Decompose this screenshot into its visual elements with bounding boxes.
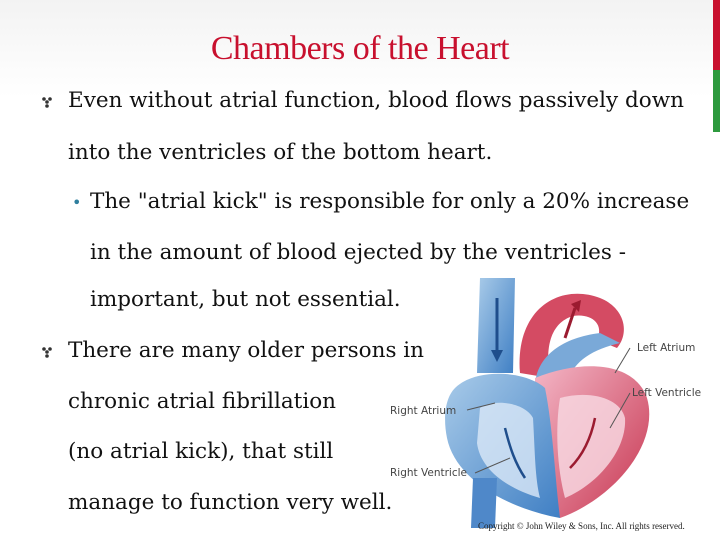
- heart-diagram: [385, 278, 715, 528]
- slide-title: Chambers of the Heart: [210, 30, 510, 67]
- diamond-dots-icon: [40, 345, 54, 359]
- sub-bullet-line-2: in the amount of blood ejected by the ventricles -: [90, 240, 626, 265]
- leader-line: [615, 348, 630, 373]
- dot-icon: •: [72, 193, 82, 212]
- copyright-notice: Copyright © John Wiley & Sons, Inc. All rights reserved.: [478, 521, 685, 531]
- bullet-1-line-2: into the ventricles of the bottom heart.: [68, 140, 493, 165]
- bullet-1-line-1: Even without atrial function, blood flows passively down: [68, 88, 684, 113]
- bullet-2-line-1: There are many older persons in: [68, 338, 425, 363]
- sub-bullet-line-3: important, but not essential.: [90, 287, 401, 312]
- label-left-atrium: Left Atrium: [637, 342, 696, 354]
- bullet-2-line-4: manage to function very well.: [68, 490, 393, 515]
- diamond-dots-icon: [40, 95, 54, 109]
- sub-bullet-line-1: The "atrial kick" is responsible for only a 20% increase: [90, 189, 690, 214]
- label-right-ventricle: Right Ventricle: [390, 467, 467, 479]
- label-left-ventricle: Left Ventricle: [632, 387, 702, 399]
- bullet-2-line-3: (no atrial kick), that still: [68, 439, 334, 464]
- label-right-atrium: Right Atrium: [390, 405, 457, 417]
- accent-bar-green: [713, 70, 720, 132]
- bullet-2-line-2: chronic atrial fibrillation: [68, 389, 336, 414]
